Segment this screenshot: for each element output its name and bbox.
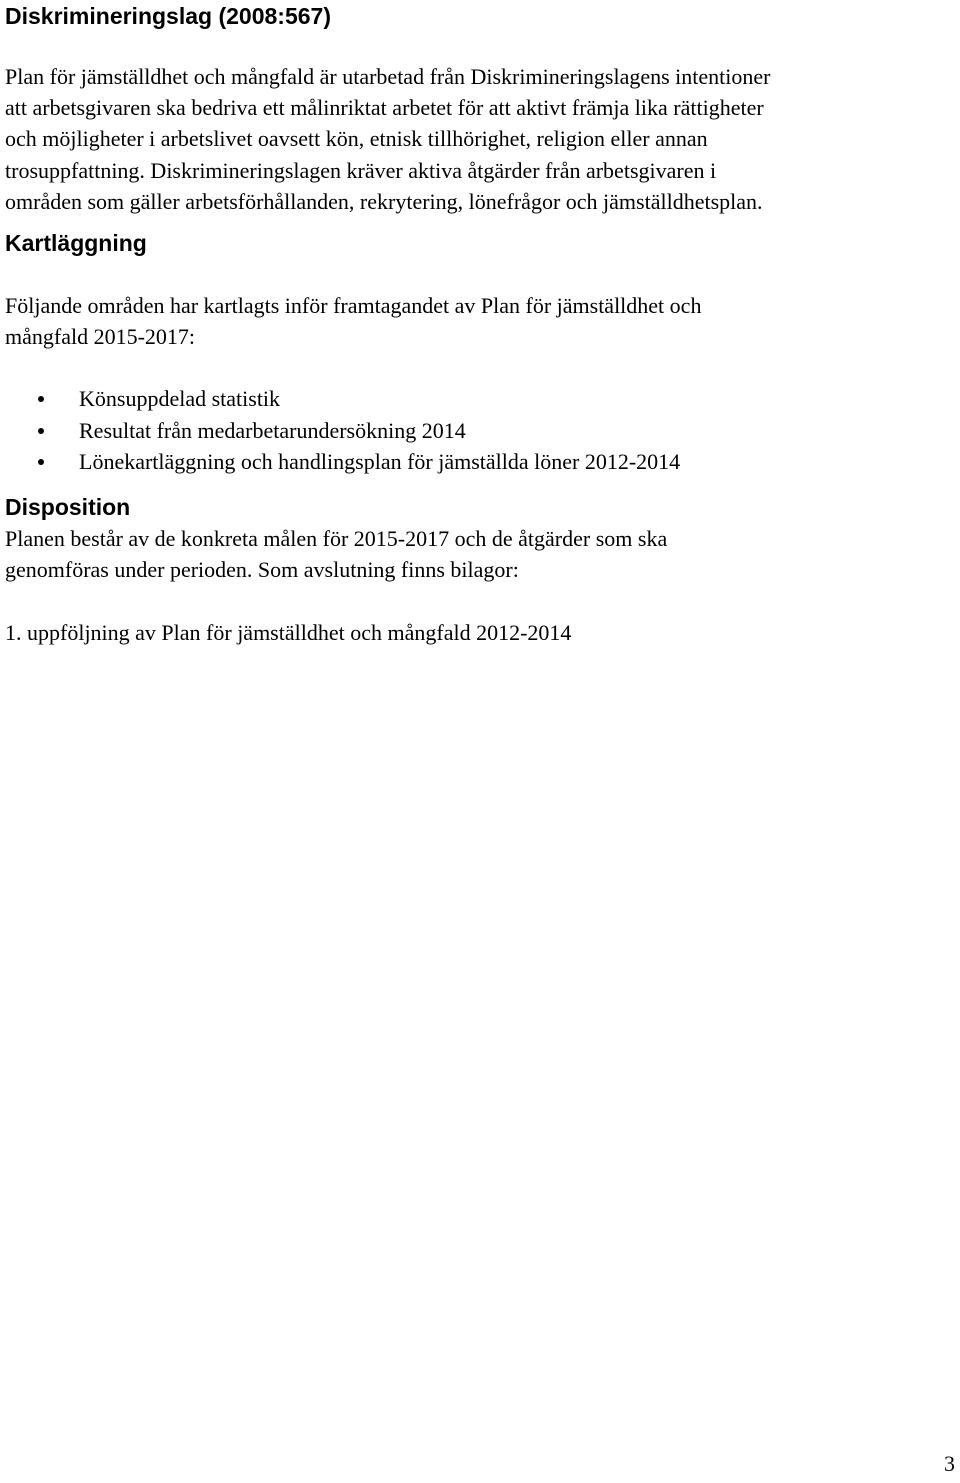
disposition-line: Planen består av de konkreta målen för 2015-2017 och de åtgärder som ska <box>5 526 668 552</box>
kartlaggning-heading: Kartläggning <box>5 230 147 257</box>
bullet-icon <box>38 428 44 434</box>
intro-line: områden som gäller arbetsförhållanden, rekrytering, lönefrågor och jämställdhetsplan. <box>5 188 763 214</box>
list-item <box>5 415 950 446</box>
kartlaggning-line: mångfald 2015-2017: <box>5 324 196 350</box>
attachment-item: 1. uppföljning av Plan för jämställdhet och mångfald 2012-2014 <box>5 620 572 646</box>
bullet-icon <box>38 459 44 465</box>
page-number: 3 <box>944 1451 955 1476</box>
list-item <box>5 383 950 414</box>
intro-line: och möjligheter i arbetslivet oavsett kön, etnisk tillhörighet, religion eller annan <box>5 126 708 152</box>
bullet-icon <box>38 396 44 402</box>
intro-line: att arbetsgivaren ska bedriva ett målinriktat arbetet för att aktivt främja lika rättigheter <box>5 95 764 121</box>
disposition-heading: Disposition <box>5 494 131 521</box>
kartlaggning-list <box>5 383 950 477</box>
kartlaggning-line: Följande områden har kartlagts inför framtagandet av Plan för jämställdhet och <box>5 293 702 319</box>
disposition-line: genomföras under perioden. Som avslutning finns bilagor: <box>5 557 519 583</box>
disposition-paragraph <box>5 523 950 585</box>
kartlaggning-paragraph <box>5 290 950 352</box>
list-item-text: Könsuppdelad statistik <box>79 386 281 412</box>
document-page <box>5 0 950 649</box>
list-item <box>5 446 950 477</box>
intro-line: trosuppfattning. Diskrimineringslagen kräver aktiva åtgärder från arbetsgivaren i <box>5 157 717 183</box>
intro-paragraph <box>5 61 950 217</box>
list-item-text: Resultat från medarbetarundersökning 2014 <box>79 417 466 443</box>
page-title: Diskrimineringslag (2008:567) <box>5 3 331 29</box>
list-item-text: Lönekartläggning och handlingsplan för jämställda löner 2012-2014 <box>79 448 681 474</box>
intro-line: Plan för jämställdhet och mångfald är utarbetad från Diskrimineringslagens intentioner <box>5 64 771 89</box>
